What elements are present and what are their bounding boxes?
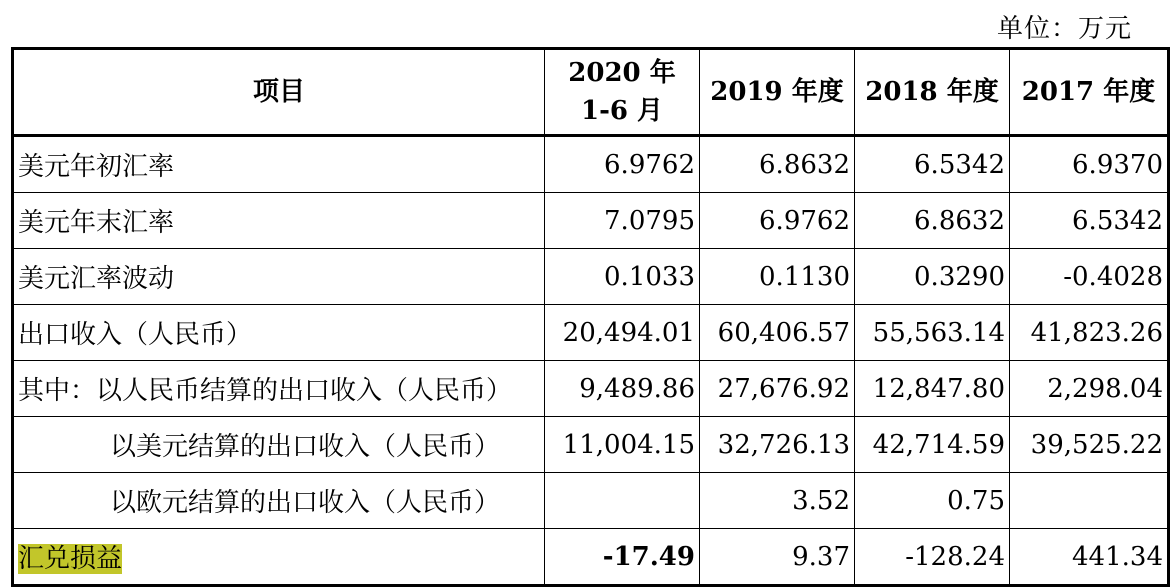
row-label-cell xyxy=(13,529,545,586)
row-label: 以欧元结算的出口收入（人民币） xyxy=(13,473,545,529)
cell-2018: 55,563.14 xyxy=(855,305,1010,361)
cell-2020: 7.0795 xyxy=(545,193,700,249)
table-row xyxy=(13,249,1169,305)
table-row xyxy=(13,529,1169,586)
cell-2019: 6.8632 xyxy=(700,136,855,193)
table-row xyxy=(13,136,1169,193)
cell-2020: 6.9762 xyxy=(545,136,700,193)
row-label: 美元年初汇率 xyxy=(13,136,545,193)
header-item: 项目 xyxy=(13,49,545,136)
header-2020-line2: 1-6 月 xyxy=(580,96,664,126)
cell-2018: 12,847.80 xyxy=(855,361,1010,417)
row-label: 其中：以人民币结算的出口收入（人民币） xyxy=(13,361,545,417)
cell-2017: 6.5342 xyxy=(1010,193,1169,249)
cell-2019: 60,406.57 xyxy=(700,305,855,361)
cell-2019: 3.52 xyxy=(700,473,855,529)
table-row xyxy=(13,473,1169,529)
cell-2020: 0.1033 xyxy=(545,249,700,305)
cell-2020: 20,494.01 xyxy=(545,305,700,361)
cell-2017: 39,525.22 xyxy=(1010,417,1169,473)
header-2018: 2018 年度 xyxy=(855,49,1010,136)
table-row xyxy=(13,361,1169,417)
cell-2019: 6.9762 xyxy=(700,193,855,249)
table-row xyxy=(13,305,1169,361)
cell-2019: 27,676.92 xyxy=(700,361,855,417)
cell-2018: 0.3290 xyxy=(855,249,1010,305)
cell-2017: -0.4028 xyxy=(1010,249,1169,305)
cell-2018: 6.5342 xyxy=(855,136,1010,193)
header-2020-line1: 2020 年 xyxy=(568,58,676,88)
cell-2019: 32,726.13 xyxy=(700,417,855,473)
cell-2020: 11,004.15 xyxy=(545,417,700,473)
cell-2018: 6.8632 xyxy=(855,193,1010,249)
highlighted-label: 汇兑损益 xyxy=(18,544,123,574)
header-row xyxy=(13,49,1169,136)
row-label: 出口收入（人民币） xyxy=(13,305,545,361)
row-label: 以美元结算的出口收入（人民币） xyxy=(13,417,545,473)
cell-2017: 41,823.26 xyxy=(1010,305,1169,361)
row-label: 美元年末汇率 xyxy=(13,193,545,249)
cell-2017 xyxy=(1010,473,1169,529)
cell-2020: 9,489.86 xyxy=(545,361,700,417)
cell-2018: 0.75 xyxy=(855,473,1010,529)
row-label: 美元汇率波动 xyxy=(13,249,545,305)
cell-2018: -128.24 xyxy=(855,529,1010,586)
cell-2017: 2,298.04 xyxy=(1010,361,1169,417)
table-row xyxy=(13,193,1169,249)
cell-2017: 441.34 xyxy=(1010,529,1169,586)
cell-2020 xyxy=(545,473,700,529)
header-2017: 2017 年度 xyxy=(1010,49,1169,136)
header-2019: 2019 年度 xyxy=(700,49,855,136)
cell-2019: 9.37 xyxy=(700,529,855,586)
cell-2018: 42,714.59 xyxy=(855,417,1010,473)
header-2020-h1 xyxy=(545,49,700,136)
cell-2020: -17.49 xyxy=(545,529,700,586)
table-row xyxy=(13,417,1169,473)
financial-table xyxy=(11,47,1170,587)
unit-label: 单位：万元 xyxy=(996,14,1132,44)
cell-2017: 6.9370 xyxy=(1010,136,1169,193)
cell-2019: 0.1130 xyxy=(700,249,855,305)
